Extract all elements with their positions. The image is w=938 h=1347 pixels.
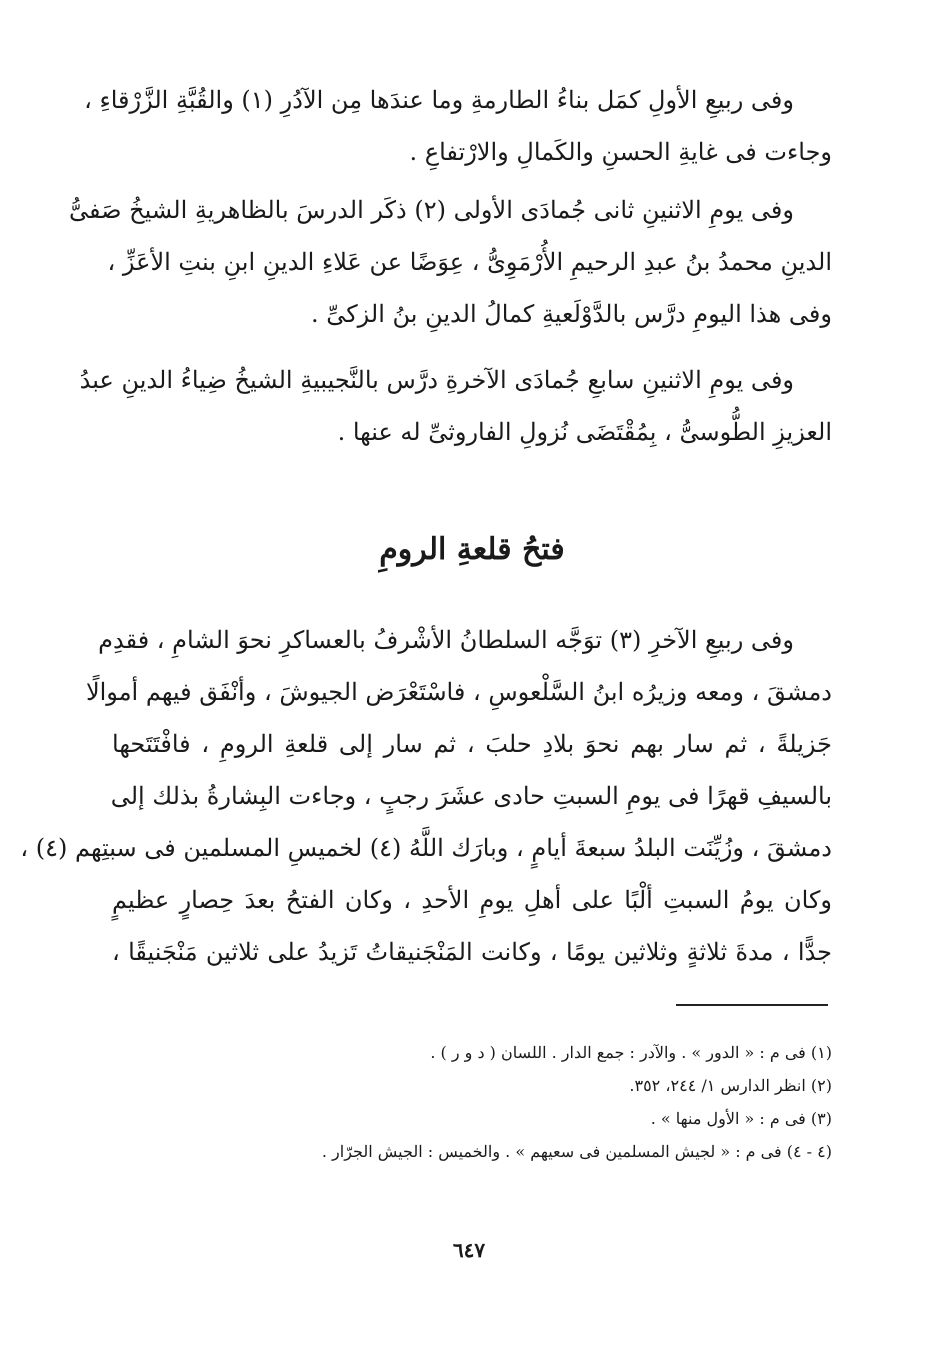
text-line: جدًّا ، مدةَ ثلاثةٍ وثلاثين يومًا ، وكانت المَنْجَنيقاتُ تَزيدُ على ثلاثين مَنْجَنيقًا ، (112, 938, 833, 966)
text-line: دمشقَ ، وزُيِّنَت البلدُ سبعةَ أيامٍ ، وبارَك اللَّهُ (٤) لخميسِ المسلمين فى سبتِهم (٤) ، (20, 834, 832, 862)
page-number: ٦٤٧ (452, 1238, 486, 1262)
footnote-divider (676, 1004, 828, 1006)
text-line: دمشقَ ، ومعه وزيرُه ابنُ السَّلْعوسِ ، فاسْتَعْرَض الجيوشَ ، وأنْفَق فيهم أموالًا (85, 678, 832, 706)
text-line: وفى ربيعِ الأولِ كمَل بناءُ الطارمةِ وما عندَها مِن الآدُرِ (١) والقُبَّةِ الزَّرْقاءِ ، (84, 86, 794, 114)
text-line: وفى يومِ الاثنينِ ثانى جُمادَى الأولى (٢) ذكَر الدرسَ بالظاهريةِ الشيخُ صَفىُّ (69, 196, 794, 224)
paragraph-4 (20, 614, 833, 978)
footnote: (٢) انظر الدارس ١/ ٢٤٤، ٣٥٢. (629, 1076, 832, 1095)
text-line: الدينِ محمدُ بنُ عبدِ الرحيمِ الأُرْمَوِىُّ ، عِوَضًا عن عَلاءِ الدينِ ابنِ بنتِ الأعَزِّ ، (107, 248, 832, 276)
section-heading: فتحُ قلعةِ الرومِ (379, 532, 565, 567)
footnote: (٤ - ٤) فى م : « لجيش المسلمين فى سعيهم » . والخميس : الجيش الجرّار . (321, 1142, 832, 1161)
text-line: وفى هذا اليومِ درَّس بالدَّوْلَعيةِ كمالُ الدينِ بنُ الزكىِّ . (310, 300, 832, 328)
footnotes (250, 1036, 832, 1168)
paragraph-3 (79, 354, 832, 458)
text-line: وجاءت فى غايةِ الحسنِ والكَمالِ والارْتفاعِ . (409, 138, 832, 166)
text-line: وفى ربيعِ الآخرِ (٣) توَجَّه السلطانُ الأشْرفُ بالعساكرِ نحوَ الشامِ ، فقدِم (98, 626, 794, 654)
footnote: (١) فى م : « الدور » . والآدر : جمع الدار . اللسان ( د و ر ) . (430, 1043, 832, 1062)
text-line: العزيزِ الطُّوسىُّ ، بِمُقْتَضَى نُزولِ الفاروثىِّ له عنها . (337, 418, 832, 446)
text-line: وكان يومُ السبتِ ألْبًا على أهلِ يومِ الأحدِ ، وكان الفتحُ بعدَ حِصارٍ عظيمٍ (112, 886, 832, 914)
text-line: بالسيفِ قهرًا فى يومِ السبتِ حادى عشَرَ رجبٍ ، وجاءت البِشارةُ بذلك إلى (110, 782, 832, 810)
footnote: (٣) فى م : « الأول منها » . (650, 1109, 832, 1128)
text-line: وفى يومِ الاثنينِ سابعِ جُمادَى الآخرةِ درَّس بالنَّجيبيةِ الشيخُ ضِياءُ الدينِ عبدُ (79, 366, 794, 394)
text-line: جَزيلةً ، ثم سار بهم نحوَ بلادِ حلبَ ، ثم سار إلى قلعةِ الرومِ ، فافْتَتَحها (112, 730, 832, 758)
paragraph-2 (69, 184, 832, 340)
paragraph-1 (84, 74, 832, 178)
